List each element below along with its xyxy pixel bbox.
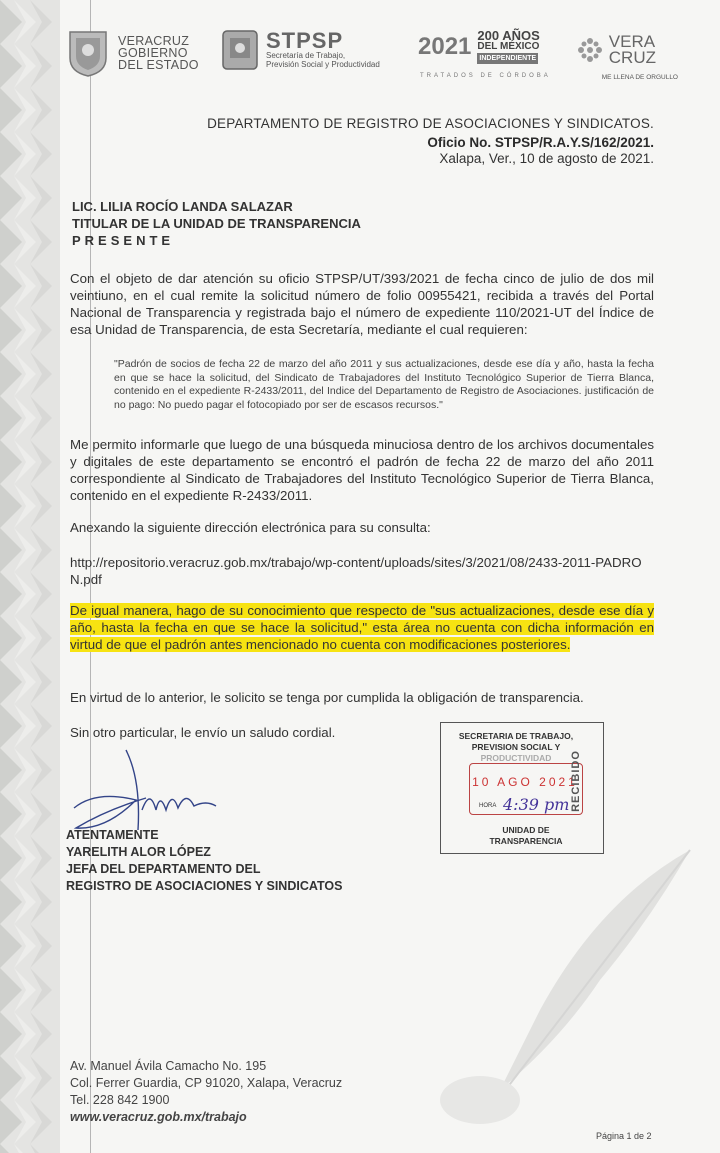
gob-line-3: DEL ESTADO <box>118 58 199 72</box>
stamp-unit-2: TRANSPARENCIA <box>489 836 563 846</box>
footer-address: Av. Manuel Ávila Camacho No. 195 <box>70 1059 267 1073</box>
bicent-line-2: DEL MÉXICO <box>477 41 540 52</box>
highlighted-text: De igual manera, hago de su conocimiento que respecto de "sus actualizaciones, desde ese día y año, hasta la fecha en que se hace la solicitud," esta área no cuenta con dicha información en virtud de que el padrón antes mencionado no cuenta con modificaciones posteriores. <box>70 603 654 652</box>
signer-name: YARELITH ALOR LÓPEZ <box>66 845 211 859</box>
stpsp-acronym: STPSP <box>266 28 344 53</box>
stamp-recibido: RECIBIDO <box>570 750 583 812</box>
footer-web[interactable]: www.veracruz.gob.mx/trabajo <box>70 1110 247 1124</box>
page-number: Página 1 de 2 <box>596 1131 652 1141</box>
request-quote: "Padrón de socios de fecha 22 de marzo del año 2011 y sus actualizaciones, desde ese día y año, hasta la fecha en que se hace la solicitud, del Sindicato de Trabajadores del Instituto Tecnológico Superior de Tierra Blanca, contenido en el expediente R-2433/2011, del Indice del Departamento de Registro de Asociaciones. justificación de no pago: No puedo pagar el fotocopiado por ser de escasos recursos." <box>114 358 654 411</box>
footer-colonia: Col. Ferrer Guardia, CP 91020, Xalapa, Veracruz <box>70 1076 343 1090</box>
feather-watermark-icon <box>420 840 700 1140</box>
place-date: Xalapa, Ver., 10 de agosto de 2021. <box>439 151 654 166</box>
presente-label: PRESENTE <box>72 233 175 248</box>
signer-title-2: REGISTRO DE ASOCIACIONES Y SINDICATOS <box>66 879 343 893</box>
veracruz-government-logo <box>66 28 199 78</box>
stpsp-logo <box>220 28 380 72</box>
coat-of-arms-icon <box>66 28 110 78</box>
stamp-hora: 4:39 pm <box>503 795 570 814</box>
paragraph-3: Anexando la siguiente dirección electrónica para su consulta: <box>70 520 431 535</box>
handwritten-signature <box>66 740 256 840</box>
footer-tel: Tel. 228 842 1900 <box>70 1093 170 1107</box>
vc-word-1: VERA <box>608 32 656 51</box>
oficio-number: Oficio No. STPSP/R.A.Y.S/162/2021. <box>427 135 654 150</box>
stamp-date: 10 AGO 2021 <box>472 775 578 789</box>
year-label: 2021 <box>418 33 472 60</box>
stpsp-subtitle-2: Previsión Social y Productividad <box>266 60 380 69</box>
vc-slogan: ME LLENA DE ORGULLO <box>601 74 678 81</box>
stamp-line-2: PREVISION SOCIAL Y <box>471 742 561 752</box>
paragraph-6: Sin otro particular, le envío un saludo cordial. <box>70 725 336 740</box>
tratados-label: TRATADOS DE CÓRDOBA <box>420 73 551 79</box>
veracruz-brand-logo <box>575 34 656 66</box>
atentamente-label: ATENTAMENTE <box>66 828 159 842</box>
signer-title-1: JEFA DEL DEPARTAMENTO DEL <box>66 862 261 876</box>
paragraph-5: En virtud de lo anterior, le solicito se tenga por cumplida la obligación de transparencia. <box>70 690 584 705</box>
gob-line-1: VERACRUZ <box>118 34 190 48</box>
paragraph-4 <box>70 602 654 653</box>
paragraph-1: Con el objeto de dar atención su oficio STPSP/UT/393/2021 de fecha cinco de julio de dos mil veintiuno, en el cual remite la solicitud número de folio 00955421, recibida a través del Portal Nacional de Transparencia y registrada bajo el número de expediente 110/2021-UT del Índice de esa Unidad de Transparencia, de esta Secretaría, mediante el cual requieren: <box>70 271 654 337</box>
department-heading: DEPARTAMENTO DE REGISTRO DE ASOCIACIONES Y SINDICATOS. <box>207 116 654 131</box>
stpsp-shield-icon <box>220 28 260 72</box>
bicent-line-1: 200 AÑOS <box>477 28 540 43</box>
received-stamp <box>440 722 604 854</box>
footer <box>70 1058 342 1126</box>
paragraph-2: Me permito informarle que luego de una búsqueda minuciosa dentro de los archivos documentales y digitales de este departamento se encontró el padrón de fecha 22 de marzo del año 2011 correspondiente al Sindicato de Trabajadores del Instituto Tecnológico Superior de Tierra Blanca, contenido en el expediente R-2433/2011. <box>70 437 654 503</box>
stpsp-subtitle-1: Secretaría de Trabajo, <box>266 51 346 60</box>
repository-link[interactable]: http://repositorio.veracruz.gob.mx/trabajo/wp-content/uploads/sites/3/2021/08/2433-2011-PADRON.pdf <box>70 555 642 587</box>
bicent-line-3: INDEPENDIENTE <box>479 55 537 62</box>
gob-line-2: GOBIERNO <box>118 46 188 60</box>
decorative-border <box>0 0 60 1153</box>
stamp-hora-label: HORA <box>479 803 497 809</box>
recipient-title: TITULAR DE LA UNIDAD DE TRANSPARENCIA <box>72 216 361 231</box>
recipient-name: LIC. LILIA ROCÍO LANDA SALAZAR <box>72 199 293 214</box>
stamp-line-3: PRODUCTIVIDAD <box>480 753 552 763</box>
signature-block <box>66 827 342 895</box>
bicentennial-logo <box>418 30 540 64</box>
stamp-line-1: SECRETARIA DE TRABAJO, <box>458 731 574 741</box>
recipient-block <box>72 198 361 249</box>
veracruz-flower-icon <box>575 35 605 65</box>
vc-word-2: CRUZ <box>608 48 656 67</box>
stamp-unit-1: UNIDAD DE <box>502 825 550 835</box>
